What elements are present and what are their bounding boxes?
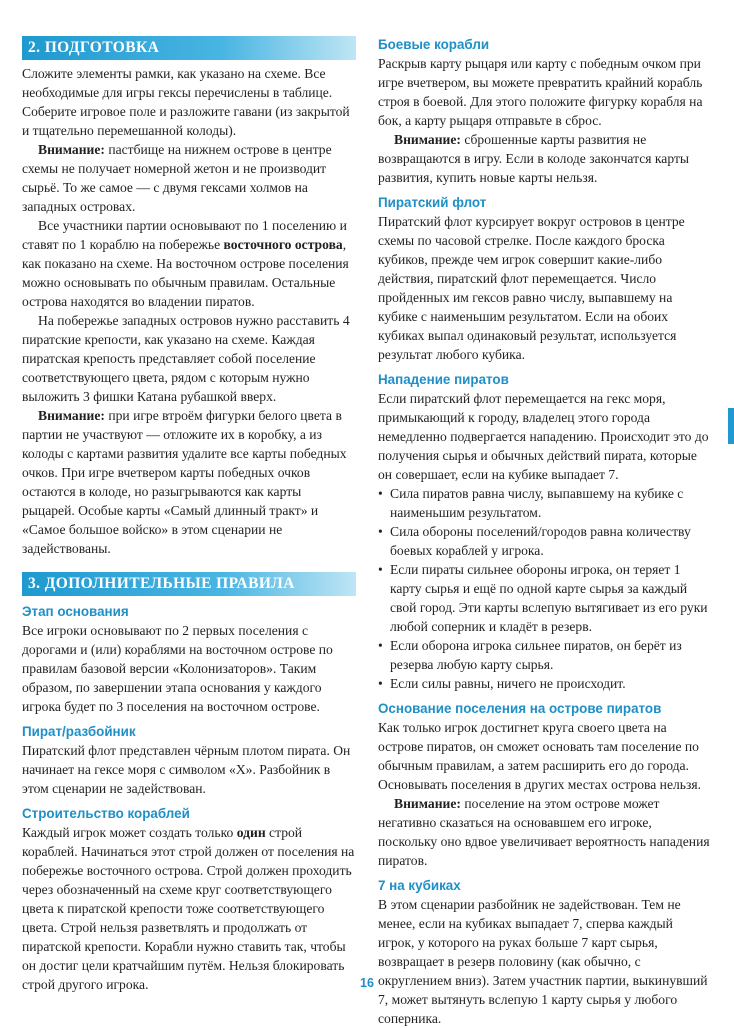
subheading-pirate-fleet: Пиратский флот	[378, 195, 487, 210]
attention-label: Внимание:	[38, 142, 105, 157]
list-item: • Сила пиратов равна числу, выпавшему на кубике с наименьшим результатом.	[378, 484, 712, 522]
paragraph-text: Все участники партии основывают по 1 поселению и ставят по 1 кораблю на побережье	[22, 218, 347, 252]
emphasis-text: восточного острова	[223, 237, 343, 252]
paragraph	[22, 216, 356, 311]
subheading-seven-on-dice: 7 на кубиках	[378, 878, 461, 893]
attention-label: Внимание:	[394, 796, 461, 811]
paragraph-text: Каждый игрок может создать только	[22, 825, 237, 840]
attention-paragraph	[378, 794, 712, 870]
paragraph-text: при игре втроём фигурки белого цвета в партии не участвуют — отложите их в коробку, а из колоды с картами развития удалите все карты победных очков. При игре вчетвером карты победных очков остаются в колоде, но разыгрываются как карты рыцарей. Особые карты «Самый длинный тракт» и «Самое большое войско» в этом сценарии не задействованы.	[22, 408, 347, 556]
paragraph-text: , как показано на схеме. На восточном острове поселения можно основывать по обычным правилам. Остальные острова находятся во владении пиратов.	[22, 237, 349, 309]
subheading-ship-building: Строительство кораблей	[22, 806, 190, 821]
subheading-pirate-island-settlement: Основание поселения на острове пиратов	[378, 701, 662, 716]
attention-paragraph	[378, 130, 712, 187]
right-column	[378, 36, 712, 1028]
paragraph: Пиратский флот курсирует вокруг островов в центре схемы по часовой стрелке. После каждого броска кубиков, прежде чем игрок совершит какие-либо действия, пиратский флот перемещается. Число пройденных им гексов равно числу, выпавшему на кубике с наименьшим результатом. Если на обоих кубиках выпал одинаковый результат, используется результат любого кубика.	[378, 214, 685, 362]
section-heading-preparation: 2. ПОДГОТОВКА	[22, 36, 356, 60]
emphasis-text: один	[236, 825, 266, 840]
paragraph-text: сброшенные карты развития не возвращаются в игру. Если в колоде закончатся карты развития, купить новые карты нельзя.	[378, 132, 690, 185]
attention-paragraph	[22, 406, 356, 558]
paragraph: На побережье западных островов нужно расставить 4 пиратские крепости, как указано на схеме. Каждая пиратская крепость представляет собой поселение соответствующего цвета, рядом с которым нужно выложить 3 фишки Катана рубашкой вверх.	[22, 313, 350, 404]
paragraph: Как только игрок достигнет круга своего цвета на острове пиратов, он сможет основать там поселение по обычным правилам, а затем расширить его до города. Основывать поселения в других местах острова нельзя.	[378, 720, 701, 792]
attention-label: Внимание:	[394, 132, 461, 147]
list-item: • Если пираты сильнее обороны игрока, он теряет 1 карту сырья и ещё по одной карте сырья за каждый свой город. Эти карты вслепую вытягивает из его руки любой соперник и кладёт в резерв.	[378, 560, 712, 636]
paragraph: Если пиратский флот перемещается на гекс моря, примыкающий к городу, владелец этого города немедленно подвергается нападению. Происходит это до получения сырья и обычных действий пирата, которые он совершает, если на кубике выпадает 7.	[378, 391, 709, 482]
subheading-warships: Боевые корабли	[378, 37, 490, 52]
subheading-pirate-attack: Нападение пиратов	[378, 372, 509, 387]
left-column	[22, 36, 356, 994]
section-heading-extra-rules: 3. ДОПОЛНИТЕЛЬНЫЕ ПРАВИЛА	[22, 572, 356, 596]
subheading-pirate: Пират/разбойник	[22, 724, 136, 739]
list-item: • Если силы равны, ничего не происходит.	[378, 674, 712, 693]
paragraph: Раскрыв карту рыцаря или карту с победным очком при игре вчетвером, вы можете превратить крайний корабль строя в боевой. Для этого положите фигурку корабля на бок, а карту рыцаря отправьте в сброс.	[378, 56, 703, 128]
attention-paragraph	[22, 140, 356, 216]
paragraph: Пиратский флот представлен чёрным плотом пирата. Он начинает на гексе моря с символом «X». Разбойник в этом сценарии не задействован.	[22, 743, 351, 796]
list-item: • Если оборона игрока сильнее пиратов, он берёт из резерва любую карту сырья.	[378, 636, 712, 674]
subheading-founding: Этап основания	[22, 604, 129, 619]
paragraph: В этом сценарии разбойник не задействован. Тем не менее, если на кубиках выпадает 7, сперва каждый игрок, у которого на руках больше 7 карт сырья, возвращает в резерв половину (как обычно, с округлением вниз). Затем участник партии, выкинувший 7, может вытянуть вслепую 1 карту сырья у любого соперника.	[378, 897, 708, 1026]
paragraph: Сложите элементы рамки, как указано на схеме. Все необходимые для игры гексы перечислены в таблице. Соберите игровое поле и разложите гавани (из закрытой и тщательно перемешанной колоды).	[22, 66, 350, 138]
attention-label: Внимание:	[38, 408, 105, 423]
page-number: 16	[360, 976, 374, 990]
attack-rules-list	[378, 484, 712, 693]
page-edge-tab	[728, 408, 734, 444]
paragraph	[22, 823, 356, 994]
paragraph-text: пастбище на нижнем острове в центре схемы не получает номерной жетон и не производит сырьё. То же самое — с двумя гексами холмов на западных островах.	[22, 142, 332, 214]
paragraph-text: строй кораблей. Начинаться этот строй должен от поселения на побережье восточного острова. Строй должен проходить через обозначенный на схеме круг соответствующего цвета к пиратской крепости тоже соответствующего цвета. Строй нельзя разветвлять и продолжать от пиратской крепости. Корабли нужно ставить так, чтобы он достиг цели кратчайшим путём. Нельзя блокировать строй другого игрока.	[22, 825, 355, 992]
paragraph-text: поселение на этом острове может негативно сказаться на основавшем его игроке, поскольку оно вдвое увеличивает вероятность нападения пиратов.	[378, 796, 710, 868]
paragraph: Все игроки основывают по 2 первых поселения с дорогами и (или) кораблями на восточном острове по правилам базовой версии «Колонизаторов». Таким образом, по завершении этапа основания у каждого игрока будет по 3 поселения на восточном острове.	[22, 623, 333, 714]
list-item: • Сила обороны поселений/городов равна количеству боевых кораблей у игрока.	[378, 522, 712, 560]
spacer	[22, 558, 356, 572]
